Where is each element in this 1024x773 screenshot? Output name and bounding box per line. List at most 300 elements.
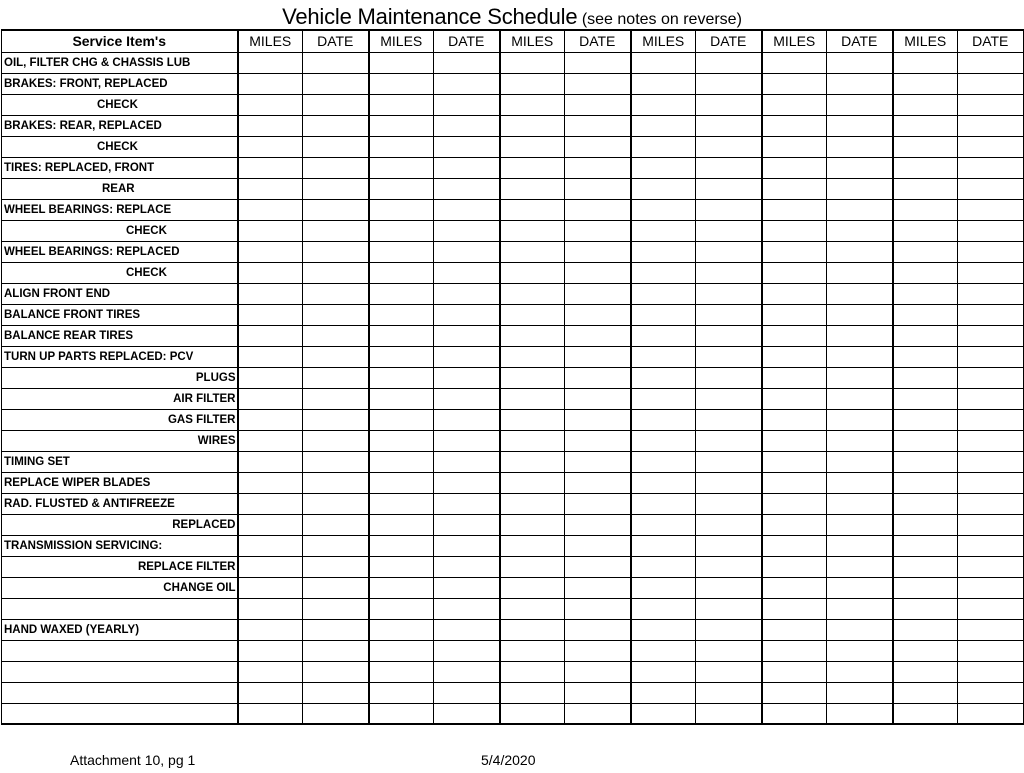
date-cell[interactable]: [696, 199, 762, 220]
date-cell[interactable]: [827, 493, 893, 514]
miles-cell[interactable]: [762, 262, 827, 283]
miles-cell[interactable]: [893, 661, 958, 682]
date-cell[interactable]: [958, 556, 1024, 577]
date-cell[interactable]: [696, 367, 762, 388]
date-cell[interactable]: [303, 115, 369, 136]
date-cell[interactable]: [434, 73, 500, 94]
miles-cell[interactable]: [762, 493, 827, 514]
date-cell[interactable]: [827, 598, 893, 619]
date-cell[interactable]: [827, 52, 893, 73]
miles-cell[interactable]: [369, 325, 434, 346]
miles-cell[interactable]: [369, 262, 434, 283]
date-cell[interactable]: [827, 199, 893, 220]
date-cell[interactable]: [696, 388, 762, 409]
miles-cell[interactable]: [893, 52, 958, 73]
date-cell[interactable]: [434, 220, 500, 241]
date-cell[interactable]: [565, 241, 631, 262]
date-cell[interactable]: [434, 304, 500, 325]
miles-cell[interactable]: [500, 94, 565, 115]
miles-cell[interactable]: [762, 325, 827, 346]
date-cell[interactable]: [303, 220, 369, 241]
date-cell[interactable]: [303, 178, 369, 199]
date-cell[interactable]: [696, 535, 762, 556]
date-cell[interactable]: [958, 241, 1024, 262]
date-cell[interactable]: [958, 598, 1024, 619]
date-cell[interactable]: [565, 178, 631, 199]
date-cell[interactable]: [958, 304, 1024, 325]
date-cell[interactable]: [696, 472, 762, 493]
date-cell[interactable]: [303, 577, 369, 598]
miles-cell[interactable]: [631, 283, 696, 304]
miles-cell[interactable]: [893, 493, 958, 514]
miles-cell[interactable]: [238, 346, 303, 367]
date-cell[interactable]: [958, 619, 1024, 640]
miles-cell[interactable]: [762, 577, 827, 598]
date-cell[interactable]: [434, 178, 500, 199]
date-cell[interactable]: [827, 262, 893, 283]
date-cell[interactable]: [958, 409, 1024, 430]
date-cell[interactable]: [827, 430, 893, 451]
miles-cell[interactable]: [893, 199, 958, 220]
miles-cell[interactable]: [238, 682, 303, 703]
date-cell[interactable]: [565, 115, 631, 136]
date-cell[interactable]: [303, 325, 369, 346]
date-cell[interactable]: [303, 388, 369, 409]
date-cell[interactable]: [696, 157, 762, 178]
miles-cell[interactable]: [238, 178, 303, 199]
miles-cell[interactable]: [631, 388, 696, 409]
miles-cell[interactable]: [369, 367, 434, 388]
miles-cell[interactable]: [762, 178, 827, 199]
miles-cell[interactable]: [631, 682, 696, 703]
date-cell[interactable]: [565, 325, 631, 346]
miles-cell[interactable]: [631, 241, 696, 262]
miles-cell[interactable]: [500, 136, 565, 157]
miles-cell[interactable]: [238, 556, 303, 577]
miles-cell[interactable]: [238, 577, 303, 598]
date-cell[interactable]: [696, 220, 762, 241]
date-cell[interactable]: [696, 115, 762, 136]
miles-cell[interactable]: [631, 409, 696, 430]
date-cell[interactable]: [303, 493, 369, 514]
miles-cell[interactable]: [762, 472, 827, 493]
date-cell[interactable]: [303, 535, 369, 556]
miles-cell[interactable]: [500, 577, 565, 598]
miles-cell[interactable]: [369, 682, 434, 703]
date-cell[interactable]: [958, 451, 1024, 472]
miles-cell[interactable]: [369, 472, 434, 493]
date-cell[interactable]: [434, 241, 500, 262]
miles-cell[interactable]: [631, 178, 696, 199]
miles-cell[interactable]: [500, 73, 565, 94]
date-cell[interactable]: [958, 283, 1024, 304]
date-cell[interactable]: [696, 52, 762, 73]
date-cell[interactable]: [696, 325, 762, 346]
date-cell[interactable]: [303, 598, 369, 619]
miles-cell[interactable]: [893, 451, 958, 472]
date-cell[interactable]: [958, 94, 1024, 115]
date-cell[interactable]: [565, 346, 631, 367]
date-cell[interactable]: [565, 304, 631, 325]
date-cell[interactable]: [303, 619, 369, 640]
date-cell[interactable]: [696, 598, 762, 619]
date-cell[interactable]: [827, 325, 893, 346]
date-cell[interactable]: [565, 157, 631, 178]
miles-cell[interactable]: [893, 304, 958, 325]
date-cell[interactable]: [565, 262, 631, 283]
miles-cell[interactable]: [238, 94, 303, 115]
miles-cell[interactable]: [893, 640, 958, 661]
miles-cell[interactable]: [762, 199, 827, 220]
miles-cell[interactable]: [369, 346, 434, 367]
date-cell[interactable]: [565, 220, 631, 241]
date-cell[interactable]: [958, 220, 1024, 241]
miles-cell[interactable]: [369, 535, 434, 556]
miles-cell[interactable]: [762, 94, 827, 115]
date-cell[interactable]: [696, 556, 762, 577]
miles-cell[interactable]: [369, 220, 434, 241]
date-cell[interactable]: [696, 640, 762, 661]
date-cell[interactable]: [827, 577, 893, 598]
miles-cell[interactable]: [631, 472, 696, 493]
date-cell[interactable]: [303, 262, 369, 283]
miles-cell[interactable]: [893, 346, 958, 367]
date-cell[interactable]: [696, 262, 762, 283]
date-cell[interactable]: [827, 514, 893, 535]
date-cell[interactable]: [958, 703, 1024, 724]
date-cell[interactable]: [434, 325, 500, 346]
date-cell[interactable]: [696, 241, 762, 262]
miles-cell[interactable]: [893, 178, 958, 199]
miles-cell[interactable]: [238, 283, 303, 304]
miles-cell[interactable]: [631, 262, 696, 283]
date-cell[interactable]: [434, 577, 500, 598]
miles-cell[interactable]: [631, 703, 696, 724]
miles-cell[interactable]: [369, 493, 434, 514]
miles-cell[interactable]: [369, 52, 434, 73]
miles-cell[interactable]: [631, 619, 696, 640]
date-cell[interactable]: [827, 241, 893, 262]
miles-cell[interactable]: [369, 73, 434, 94]
date-cell[interactable]: [696, 451, 762, 472]
date-cell[interactable]: [827, 220, 893, 241]
miles-cell[interactable]: [762, 556, 827, 577]
miles-cell[interactable]: [369, 619, 434, 640]
miles-cell[interactable]: [631, 346, 696, 367]
date-cell[interactable]: [303, 157, 369, 178]
miles-cell[interactable]: [500, 535, 565, 556]
miles-cell[interactable]: [500, 451, 565, 472]
date-cell[interactable]: [827, 283, 893, 304]
miles-cell[interactable]: [500, 304, 565, 325]
miles-cell[interactable]: [238, 73, 303, 94]
date-cell[interactable]: [565, 199, 631, 220]
miles-cell[interactable]: [631, 199, 696, 220]
date-cell[interactable]: [696, 703, 762, 724]
miles-cell[interactable]: [893, 73, 958, 94]
date-cell[interactable]: [303, 640, 369, 661]
miles-cell[interactable]: [238, 304, 303, 325]
date-cell[interactable]: [696, 73, 762, 94]
date-cell[interactable]: [565, 430, 631, 451]
miles-cell[interactable]: [893, 619, 958, 640]
miles-cell[interactable]: [500, 619, 565, 640]
miles-cell[interactable]: [631, 73, 696, 94]
date-cell[interactable]: [696, 304, 762, 325]
date-cell[interactable]: [434, 388, 500, 409]
date-cell[interactable]: [958, 199, 1024, 220]
miles-cell[interactable]: [631, 556, 696, 577]
miles-cell[interactable]: [500, 220, 565, 241]
miles-cell[interactable]: [631, 52, 696, 73]
date-cell[interactable]: [827, 535, 893, 556]
date-cell[interactable]: [565, 388, 631, 409]
date-cell[interactable]: [827, 682, 893, 703]
miles-cell[interactable]: [893, 262, 958, 283]
miles-cell[interactable]: [762, 136, 827, 157]
date-cell[interactable]: [565, 514, 631, 535]
miles-cell[interactable]: [893, 220, 958, 241]
date-cell[interactable]: [303, 472, 369, 493]
date-cell[interactable]: [565, 577, 631, 598]
miles-cell[interactable]: [238, 535, 303, 556]
date-cell[interactable]: [303, 304, 369, 325]
date-cell[interactable]: [958, 514, 1024, 535]
miles-cell[interactable]: [631, 94, 696, 115]
date-cell[interactable]: [827, 619, 893, 640]
date-cell[interactable]: [303, 241, 369, 262]
date-cell[interactable]: [958, 472, 1024, 493]
date-cell[interactable]: [696, 178, 762, 199]
miles-cell[interactable]: [500, 367, 565, 388]
date-cell[interactable]: [958, 661, 1024, 682]
miles-cell[interactable]: [893, 241, 958, 262]
date-cell[interactable]: [565, 619, 631, 640]
miles-cell[interactable]: [238, 661, 303, 682]
date-cell[interactable]: [696, 661, 762, 682]
miles-cell[interactable]: [762, 514, 827, 535]
miles-cell[interactable]: [893, 430, 958, 451]
miles-cell[interactable]: [631, 577, 696, 598]
date-cell[interactable]: [958, 157, 1024, 178]
date-cell[interactable]: [958, 346, 1024, 367]
date-cell[interactable]: [958, 52, 1024, 73]
date-cell[interactable]: [303, 556, 369, 577]
miles-cell[interactable]: [238, 598, 303, 619]
date-cell[interactable]: [565, 472, 631, 493]
miles-cell[interactable]: [369, 304, 434, 325]
miles-cell[interactable]: [238, 262, 303, 283]
date-cell[interactable]: [696, 94, 762, 115]
miles-cell[interactable]: [500, 640, 565, 661]
date-cell[interactable]: [303, 52, 369, 73]
date-cell[interactable]: [434, 472, 500, 493]
date-cell[interactable]: [827, 304, 893, 325]
miles-cell[interactable]: [762, 283, 827, 304]
date-cell[interactable]: [303, 73, 369, 94]
miles-cell[interactable]: [369, 409, 434, 430]
date-cell[interactable]: [827, 409, 893, 430]
miles-cell[interactable]: [631, 451, 696, 472]
miles-cell[interactable]: [369, 514, 434, 535]
miles-cell[interactable]: [762, 598, 827, 619]
date-cell[interactable]: [303, 367, 369, 388]
date-cell[interactable]: [434, 262, 500, 283]
miles-cell[interactable]: [238, 451, 303, 472]
miles-cell[interactable]: [893, 325, 958, 346]
date-cell[interactable]: [958, 682, 1024, 703]
date-cell[interactable]: [434, 514, 500, 535]
date-cell[interactable]: [303, 199, 369, 220]
date-cell[interactable]: [434, 535, 500, 556]
miles-cell[interactable]: [238, 640, 303, 661]
date-cell[interactable]: [696, 409, 762, 430]
date-cell[interactable]: [958, 115, 1024, 136]
miles-cell[interactable]: [762, 661, 827, 682]
miles-cell[interactable]: [631, 157, 696, 178]
miles-cell[interactable]: [500, 514, 565, 535]
date-cell[interactable]: [696, 136, 762, 157]
miles-cell[interactable]: [762, 241, 827, 262]
miles-cell[interactable]: [893, 682, 958, 703]
date-cell[interactable]: [434, 451, 500, 472]
miles-cell[interactable]: [893, 388, 958, 409]
date-cell[interactable]: [958, 577, 1024, 598]
miles-cell[interactable]: [762, 346, 827, 367]
date-cell[interactable]: [434, 283, 500, 304]
date-cell[interactable]: [565, 640, 631, 661]
miles-cell[interactable]: [500, 52, 565, 73]
date-cell[interactable]: [434, 640, 500, 661]
miles-cell[interactable]: [893, 94, 958, 115]
date-cell[interactable]: [827, 346, 893, 367]
date-cell[interactable]: [827, 157, 893, 178]
miles-cell[interactable]: [631, 367, 696, 388]
miles-cell[interactable]: [238, 115, 303, 136]
miles-cell[interactable]: [238, 493, 303, 514]
miles-cell[interactable]: [500, 430, 565, 451]
date-cell[interactable]: [565, 409, 631, 430]
miles-cell[interactable]: [369, 136, 434, 157]
miles-cell[interactable]: [893, 535, 958, 556]
miles-cell[interactable]: [369, 661, 434, 682]
miles-cell[interactable]: [238, 241, 303, 262]
date-cell[interactable]: [958, 493, 1024, 514]
miles-cell[interactable]: [500, 409, 565, 430]
date-cell[interactable]: [827, 94, 893, 115]
date-cell[interactable]: [696, 430, 762, 451]
miles-cell[interactable]: [762, 367, 827, 388]
miles-cell[interactable]: [500, 472, 565, 493]
miles-cell[interactable]: [500, 556, 565, 577]
miles-cell[interactable]: [369, 94, 434, 115]
miles-cell[interactable]: [893, 409, 958, 430]
miles-cell[interactable]: [238, 430, 303, 451]
date-cell[interactable]: [696, 346, 762, 367]
miles-cell[interactable]: [762, 52, 827, 73]
miles-cell[interactable]: [762, 703, 827, 724]
miles-cell[interactable]: [762, 388, 827, 409]
miles-cell[interactable]: [500, 388, 565, 409]
miles-cell[interactable]: [893, 115, 958, 136]
date-cell[interactable]: [434, 157, 500, 178]
date-cell[interactable]: [565, 283, 631, 304]
date-cell[interactable]: [303, 514, 369, 535]
miles-cell[interactable]: [500, 178, 565, 199]
miles-cell[interactable]: [762, 430, 827, 451]
miles-cell[interactable]: [369, 241, 434, 262]
miles-cell[interactable]: [369, 451, 434, 472]
date-cell[interactable]: [565, 703, 631, 724]
miles-cell[interactable]: [500, 703, 565, 724]
date-cell[interactable]: [696, 619, 762, 640]
date-cell[interactable]: [827, 451, 893, 472]
miles-cell[interactable]: [631, 220, 696, 241]
date-cell[interactable]: [827, 73, 893, 94]
miles-cell[interactable]: [369, 556, 434, 577]
miles-cell[interactable]: [893, 367, 958, 388]
miles-cell[interactable]: [762, 619, 827, 640]
miles-cell[interactable]: [631, 640, 696, 661]
miles-cell[interactable]: [500, 661, 565, 682]
miles-cell[interactable]: [238, 388, 303, 409]
date-cell[interactable]: [958, 367, 1024, 388]
date-cell[interactable]: [434, 136, 500, 157]
date-cell[interactable]: [958, 640, 1024, 661]
date-cell[interactable]: [434, 52, 500, 73]
date-cell[interactable]: [303, 346, 369, 367]
date-cell[interactable]: [827, 136, 893, 157]
miles-cell[interactable]: [500, 157, 565, 178]
date-cell[interactable]: [434, 367, 500, 388]
miles-cell[interactable]: [369, 283, 434, 304]
date-cell[interactable]: [696, 514, 762, 535]
miles-cell[interactable]: [631, 325, 696, 346]
date-cell[interactable]: [565, 535, 631, 556]
miles-cell[interactable]: [893, 514, 958, 535]
date-cell[interactable]: [696, 577, 762, 598]
miles-cell[interactable]: [238, 703, 303, 724]
miles-cell[interactable]: [631, 304, 696, 325]
miles-cell[interactable]: [238, 619, 303, 640]
date-cell[interactable]: [303, 703, 369, 724]
date-cell[interactable]: [565, 94, 631, 115]
miles-cell[interactable]: [369, 430, 434, 451]
miles-cell[interactable]: [762, 220, 827, 241]
miles-cell[interactable]: [369, 577, 434, 598]
date-cell[interactable]: [958, 262, 1024, 283]
date-cell[interactable]: [434, 556, 500, 577]
date-cell[interactable]: [303, 94, 369, 115]
date-cell[interactable]: [696, 493, 762, 514]
miles-cell[interactable]: [762, 73, 827, 94]
date-cell[interactable]: [434, 619, 500, 640]
miles-cell[interactable]: [369, 178, 434, 199]
date-cell[interactable]: [434, 199, 500, 220]
miles-cell[interactable]: [500, 283, 565, 304]
date-cell[interactable]: [958, 136, 1024, 157]
miles-cell[interactable]: [893, 136, 958, 157]
miles-cell[interactable]: [893, 556, 958, 577]
miles-cell[interactable]: [369, 703, 434, 724]
miles-cell[interactable]: [238, 472, 303, 493]
miles-cell[interactable]: [762, 157, 827, 178]
date-cell[interactable]: [303, 661, 369, 682]
miles-cell[interactable]: [369, 388, 434, 409]
date-cell[interactable]: [303, 409, 369, 430]
miles-cell[interactable]: [238, 52, 303, 73]
miles-cell[interactable]: [238, 409, 303, 430]
